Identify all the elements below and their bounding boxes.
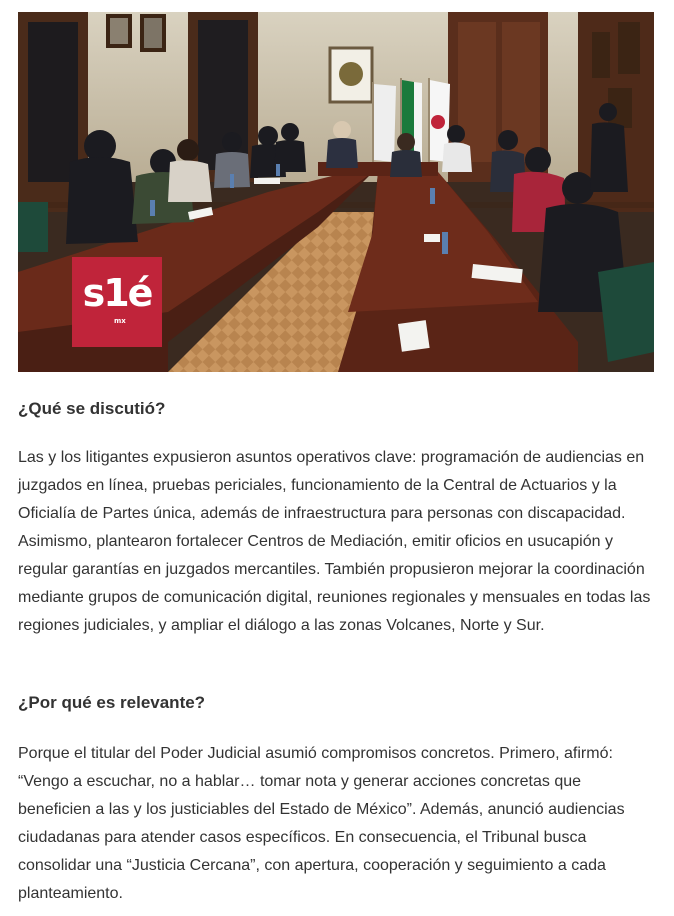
article-photo — [18, 12, 654, 372]
logo-subtext: mx — [114, 317, 126, 325]
section-paragraph-discussion: Las y los litigantes expusieron asuntos operativos clave: programación de audiencias en juzgados en línea, pruebas periciales, funcionamiento de la Central de Actuarios y la Oficialía de Partes única, además de infraestructura para personas con discapacidad. Asimismo, plantearon fortalecer Centros de Mediación, emitir oficios en usucapión y regular garantías en juzgados mercantiles. También propusieron mejorar la coordinación mediante grupos de comunicación digital, reuniones regionales y mensuales en todas las regiones judiciales, y ampliar el diálogo a las zonas Volcanes, Norte y Sur. — [18, 449, 651, 634]
section-paragraph-relevance: Porque el titular del Poder Judicial asumió compromisos concretos. Primero, afirmó: “Vengo a escuchar, no a hablar… tomar nota y generar acciones concretas que beneficien a las y los justiciables del Estado de México”. Además, anunció audiencias ciudadanas para atender casos específicos. En consecuencia, el Tribunal busca consolidar una “Justicia Cercana”, con apertura, cooperación y seguimiento a cada planteamiento. — [18, 745, 625, 902]
section-heading-discussion: ¿Qué se discutió? — [18, 399, 166, 418]
logo-text: s1é — [82, 271, 152, 315]
site-logo — [72, 257, 162, 347]
section-heading-relevance: ¿Por qué es relevante? — [18, 693, 206, 712]
